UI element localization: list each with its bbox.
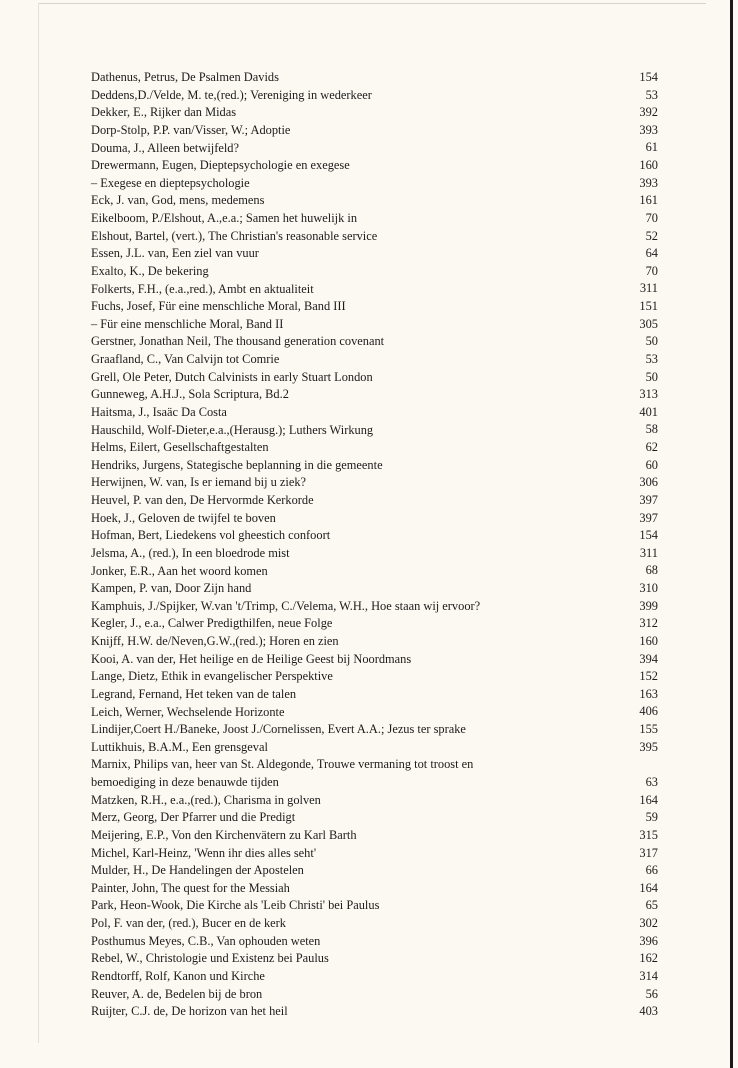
index-entry	[91, 739, 658, 757]
entry-page-number: 403	[639, 1004, 658, 1019]
index-entry	[91, 422, 658, 440]
index-entry	[91, 333, 658, 351]
entry-page-number: 311	[639, 281, 658, 296]
entry-page-number: 164	[639, 880, 658, 895]
index-entry	[91, 245, 658, 263]
index-entry	[91, 950, 658, 968]
entry-page-number: 64	[645, 246, 658, 261]
entry-title: Graafland, C., Van Calvijn tot Comrie	[91, 352, 280, 366]
entry-page-number: 393	[639, 122, 658, 137]
entry-title: Marnix, Philips van, heer van St. Aldegonde, Trouwe vermaning tot troost en bemoediging in deze benauwde tijden	[91, 757, 474, 790]
entry-page-number: 399	[639, 598, 658, 613]
index-entry	[91, 122, 658, 140]
entry-title: Posthumus Meyes, C.B., Van ophouden weten	[91, 933, 321, 948]
entry-title: Kegler, J., e.a., Calwer Predigthilfen, neue Folge	[91, 616, 333, 631]
entry-page-number: 58	[645, 422, 658, 437]
entry-page-number: 152	[639, 669, 658, 684]
index-entry	[91, 316, 658, 334]
entry-title: Folkerts, F.H., (e.a.,red.), Ambt en aktualiteit	[91, 281, 314, 296]
entry-title: Legrand, Fernand, Het teken van de talen	[91, 686, 297, 701]
entry-page-number: 406	[639, 704, 658, 719]
entry-page-number: 56	[645, 986, 658, 1001]
entry-page-number: 302	[639, 916, 658, 930]
entry-page-number: 52	[645, 228, 658, 243]
entry-title: Reuver, A. de, Bedelen bij de bron	[91, 986, 263, 1001]
entry-page-number: 311	[639, 545, 658, 560]
entry-page-number: 59	[645, 810, 658, 825]
entry-title: Lange, Dietz, Ethik in evangelischer Perspektive	[91, 669, 333, 684]
index-entry	[91, 615, 658, 633]
entry-title: Exalto, K., De bekering	[91, 263, 209, 278]
index-entry	[91, 527, 658, 545]
entry-page-number: 161	[639, 193, 658, 208]
index-entry	[91, 210, 658, 228]
index-entry	[91, 897, 658, 915]
entry-title: Gerstner, Jonathan Neil, The thousand generation covenant	[91, 334, 385, 349]
entry-title: Leich, Werner, Wechselende Horizonte	[91, 704, 285, 719]
entry-page-number: 305	[639, 316, 658, 331]
entry-page-number: 163	[639, 686, 658, 701]
entry-title: Hauschild, Wolf-Dieter,e.a.,(Herausg.); Luthers Wirkung	[91, 422, 374, 437]
entry-page-number: 53	[645, 351, 658, 366]
entry-page-number: 160	[639, 158, 658, 173]
entry-title: Deddens,D./Velde, M. te,(red.); Vereniging in wederkeer	[91, 87, 372, 102]
index-entry	[91, 157, 658, 175]
entry-title: Dathenus, Petrus, De Psalmen Davids	[91, 70, 279, 84]
entry-page-number: 70	[645, 263, 658, 278]
entry-title: Matzken, R.H., e.a.,(red.), Charisma in golven	[91, 792, 321, 807]
entry-title: Luttikhuis, B.A.M., Een grensgeval	[91, 739, 268, 754]
entry-page-number: 50	[645, 369, 658, 384]
entry-page-number: 315	[639, 827, 658, 842]
index-entry	[91, 704, 658, 722]
index-entry	[91, 721, 658, 739]
entry-title: Kamphuis, J./Spijker, W.van 't/Trimp, C./Velema, W.H., Hoe staan wij ervoor?	[91, 598, 481, 613]
index-entry	[91, 439, 658, 457]
book-review-index	[91, 69, 658, 1021]
entry-page-number: 68	[645, 563, 658, 578]
entry-page-number: 313	[639, 387, 658, 402]
entry-page-number: 312	[639, 616, 658, 631]
entry-page-number: 393	[639, 175, 658, 190]
index-entry	[91, 298, 658, 316]
entry-page-number: 61	[645, 140, 658, 155]
index-entry	[91, 580, 658, 598]
index-entry	[91, 545, 658, 563]
entry-title: Lindijer,Coert H./Baneke, Joost J./Cornelissen, Evert A.A.; Jezus ter sprake	[91, 722, 466, 737]
entry-page-number: 62	[645, 440, 658, 455]
entry-page-number: 394	[639, 651, 658, 666]
entry-page-number: 155	[639, 722, 658, 737]
index-entry	[91, 386, 658, 404]
entry-page-number: 70	[645, 210, 658, 225]
entry-title: Heuvel, P. van den, De Hervormde Kerkorde	[91, 493, 314, 507]
entry-page-number: 310	[639, 581, 658, 596]
entry-page-number: 50	[645, 334, 658, 349]
entry-title: Pol, F. van der, (red.), Bucer en de kerk	[91, 916, 286, 931]
index-entry	[91, 880, 658, 898]
entry-title: Dekker, E., Rijker dan Midas	[91, 105, 237, 120]
index-entry	[91, 369, 658, 387]
index-entry	[91, 651, 658, 669]
entry-page-number: 151	[639, 299, 658, 314]
entry-title: Fuchs, Josef, Für eine menschliche Moral, Band III	[91, 299, 346, 314]
index-entry	[91, 510, 658, 528]
entry-page-number: 160	[639, 633, 658, 648]
index-entry	[91, 140, 658, 158]
index-entry	[91, 845, 658, 863]
index-entry	[91, 563, 658, 581]
index-entry	[91, 915, 658, 933]
index-entry	[91, 598, 658, 616]
entry-title: Rendtorff, Rolf, Kanon und Kirche	[91, 968, 265, 983]
entry-page-number: 154	[639, 528, 658, 543]
index-entry	[91, 457, 658, 475]
index-entry	[91, 686, 658, 704]
index-entry	[91, 474, 658, 492]
entry-title: Ruijter, C.J. de, De horizon van het heil	[91, 1004, 288, 1019]
entry-title: Haitsma, J., Isaäc Da Costa	[91, 404, 227, 419]
entry-title: Kooi, A. van der, Het heilige en de Heilige Geest bij Noordmans	[91, 651, 412, 666]
entry-page-number: 164	[639, 792, 658, 807]
index-entry	[91, 933, 658, 951]
index-entry	[91, 69, 658, 87]
entry-title: Elshout, Bartel, (vert.), The Christian's reasonable service	[91, 228, 378, 243]
entry-title: Eck, J. van, God, mens, medemens	[91, 193, 265, 208]
index-entry	[91, 809, 658, 827]
entry-page-number: 401	[639, 404, 658, 419]
entry-title: Michel, Karl-Heinz, 'Wenn ihr dies alles seht'	[91, 845, 317, 860]
entry-title: Herwijnen, W. van, Is er iemand bij u ziek?	[91, 475, 307, 490]
entry-title: Dorp-Stolp, P.P. van/Visser, W.; Adoptie	[91, 122, 291, 137]
index-entry	[91, 1003, 658, 1021]
page-left-edge	[38, 3, 39, 1043]
entry-title: Gunneweg, A.H.J., Sola Scriptura, Bd.2	[91, 387, 289, 402]
entry-page-number: 397	[639, 492, 658, 507]
index-entry	[91, 968, 658, 986]
entry-title: Helms, Eilert, Gesellschaftgestalten	[91, 440, 269, 455]
entry-title: Eikelboom, P./Elshout, A.,e.a.; Samen het huwelijk in	[91, 211, 358, 225]
index-entry	[91, 175, 658, 193]
index-entry	[91, 792, 658, 810]
index-entry	[91, 228, 658, 246]
entry-title: Hendriks, Jurgens, Stategische beplanning in die gemeente	[91, 457, 383, 472]
index-entry	[91, 633, 658, 651]
index-entry	[91, 756, 658, 791]
index-entry	[91, 351, 658, 369]
index-entry	[91, 87, 658, 105]
index-entry	[91, 668, 658, 686]
entry-page-number: 154	[639, 69, 658, 84]
page-right-edge-shadow	[730, 0, 733, 1068]
entry-page-number: 317	[639, 845, 658, 860]
entry-title: Grell, Ole Peter, Dutch Calvinists in early Stuart London	[91, 369, 373, 384]
entry-title: Essen, J.L. van, Een ziel van vuur	[91, 246, 259, 261]
entry-title: Meijering, E.P., Von den Kirchenvätern zu Karl Barth	[91, 827, 357, 842]
entry-page-number: 392	[639, 105, 658, 120]
entry-title: Jelsma, A., (red.), In een bloedrode mist	[91, 545, 290, 560]
index-entry	[91, 404, 658, 422]
entry-page-number: 66	[645, 863, 658, 878]
entry-page-number: 395	[639, 739, 658, 754]
page-top-edge	[38, 3, 706, 4]
entry-page-number: 306	[639, 475, 658, 490]
entry-page-number: 396	[639, 933, 658, 948]
entry-title: Hoek, J., Geloven de twijfel te boven	[91, 510, 276, 525]
entry-page-number: 314	[639, 968, 658, 983]
entry-title: – Exegese en dieptepsychologie	[91, 175, 250, 190]
index-entry	[91, 827, 658, 845]
entry-page-number: 63	[645, 775, 658, 789]
entry-title: Merz, Georg, Der Pfarrer und die Predigt	[91, 810, 296, 825]
entry-title: Hofman, Bert, Liedekens vol gheestich confoort	[91, 528, 331, 543]
entry-title: Rebel, W., Christologie und Existenz bei Paulus	[91, 951, 329, 966]
entry-page-number: 397	[639, 510, 658, 525]
index-entry	[91, 986, 658, 1004]
index-entry	[91, 281, 658, 299]
index-entry	[91, 492, 658, 510]
entry-title: Drewermann, Eugen, Dieptepsychologie en exegese	[91, 158, 350, 173]
entry-title: Knijff, H.W. de/Neven,G.W.,(red.); Horen en zien	[91, 634, 339, 648]
entry-page-number: 60	[645, 457, 658, 472]
entry-title: Douma, J., Alleen betwijfeld?	[91, 140, 239, 155]
index-entry	[91, 192, 658, 210]
entry-page-number: 65	[645, 898, 658, 913]
entry-title: Kampen, P. van, Door Zijn hand	[91, 581, 252, 596]
index-entry	[91, 263, 658, 281]
entry-title: Mulder, H., De Handelingen der Apostelen	[91, 863, 304, 878]
entry-page-number: 162	[639, 951, 658, 966]
entry-title: Jonker, E.R., Aan het woord komen	[91, 563, 268, 578]
entry-page-number: 53	[645, 87, 658, 102]
entry-title: – Für eine menschliche Moral, Band II	[91, 316, 284, 331]
entry-title: Painter, John, The quest for the Messiah	[91, 880, 290, 895]
index-entry	[91, 862, 658, 880]
index-entry	[91, 104, 658, 122]
entry-title: Park, Heon-Wook, Die Kirche als 'Leib Christi' bei Paulus	[91, 898, 380, 913]
